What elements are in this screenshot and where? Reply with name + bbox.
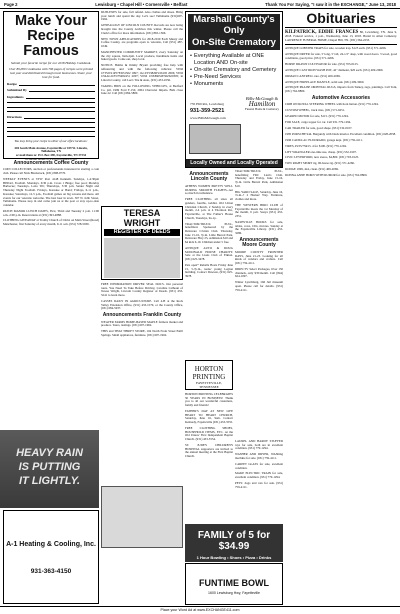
page-number: Page 2: [4, 1, 18, 7]
announcement: WEAVER FARMS HOME-BASED MAPLE farmers market and produce. Tours, tastings. (931) 607-1962.: [101, 319, 183, 328]
cookbook-recipe-form: [3, 11, 99, 159]
cookbook-title-2: Recipe Famous: [23, 28, 79, 59]
announcement: ANTIQUE CAST IRON WASH POT, 42" diameter, $20 each. (931) 409-2069.: [285, 67, 384, 72]
announcement: MANCHESTER COMMUNITY MARKET, every Saturday on the city square, 9am-2pm. Local produce, handmade items and baked goods. Come out, shop local.: [101, 49, 183, 62]
a1-name: A-1 Heating & Cooling, Inc.: [6, 541, 96, 548]
header-tagline: Thank You For Saying, "I saw it in the EXCHANGE," June 13, 2018: [265, 1, 396, 7]
announcement: ST. JUDE'S CHILDREN'S HOSPITAL supporters are invited to the annual meeting at the First Baptist Church.: [185, 443, 233, 459]
bills-mcgaugh-logo: Bills-McGaugh & Hamilton Funeral Home & Crematory: [245, 96, 279, 111]
funtime-address: 1600 Lewisburg Hwy, Fayetteville: [208, 591, 260, 595]
marshall-services: [190, 53, 280, 89]
teresa-name-1: TERESA: [123, 208, 161, 218]
announcement: PETS: dogs and cats for sale. (931) 759-4111.: [235, 481, 283, 489]
announcement: CRIB ON ROYAL STEERING WHEEL with horn button. (931) 779-1294.: [285, 102, 379, 107]
teresa-name-2: WRIGHT: [123, 217, 161, 228]
moore-more: [235, 440, 283, 492]
horton-printing-ad: [185, 360, 233, 390]
submitted-by-field[interactable]: Submitted By: [7, 88, 95, 92]
teresa-photo: [104, 238, 180, 278]
obituaries-heading: Obituaries: [285, 11, 397, 28]
horton-name: HORTON PRINTING: [192, 365, 226, 381]
marshall-address: 735 Hill Rd., Lewisburg: [190, 102, 225, 106]
cookbook-sub-2: Over 89,000 Cookbooks with 796 pages of recipes were printed last year and distributed through local businesses. Share your love for food.: [9, 67, 93, 79]
moore-county-heading: Announcements Moore County: [239, 237, 279, 249]
announcement: FREE CLOTHING all sizes all genders, fourths, toddler. Old Union Christian Church, 2 Sunday in every month, 2-4 p.m. at 4 Thornton Rd., Fayetteville, at The Father's House Church, Tuesdays, 9a-1p.: [185, 197, 233, 220]
marshall-service: • Pre-Need Services: [190, 74, 280, 81]
heavy-rain-line-1: HEAVY RAIN: [16, 447, 83, 459]
announcement: ORMAN CANTRELL rare. (931) 409-2069.: [285, 73, 341, 78]
announcement: ANTIQUE FIREPLACE MANTLE, solid oak. (931) 209-3060.: [285, 79, 365, 84]
cookbook-note: You may bring your recipe to either of our office locations:: [14, 138, 88, 143]
a1-phone: 931-363-4150: [30, 568, 72, 575]
horton-sub: FAYETTEVILLE, TENNESSEE: [196, 381, 222, 389]
teresa-wright-ad-wrap: [101, 206, 183, 340]
announcement: ANTIQUE PRAISE ORIENTAL RUGS, imports from Turkey, rugs, paintings. Call Tom, (931) 762-8800.: [285, 85, 397, 94]
marshall-title-1: Marshall County's Only: [188, 14, 280, 37]
announcement: Pets open* Rebells Hosts Friday June 15, 5-7p.m., teens/ young Legion building. Contact Dawson, (931) 625-3978.: [185, 262, 233, 279]
page-header: [0, 0, 400, 9]
announcement: TRACTOR/TRUCK PULL, benefitting FRC Lion's Club. Thursday and Friday, June 15-16, 7p.m. Little Barrett Park, Admission $10.: [235, 169, 283, 188]
announcement: GEARED MOTOR for sale, $115. (931) 779-1294.: [285, 114, 349, 119]
bowling-graphic: [101, 486, 183, 548]
announcement: BIG YARD SALE, Saturday, June 16, 7a.m.-? 2 Homes' Way. Furniture, clothes and more.: [235, 189, 283, 202]
column-1: [3, 11, 99, 229]
family-details: 1 Hour Bowling • Shoes • Pizza • Drinks: [196, 555, 272, 560]
announcement: MOORE COUNTY FRONTIER DAYS, June 21-23. Looking for all kinds of vendors and crafters. Call (931) 759-4111.: [235, 249, 283, 265]
announcement: TRACTOR/TRUCK PULL, benefitted. Sponsored by the Delaware Civitan Club. Thursday, June 15-16, 7p.m. Little Barrett Park, Delaware Hwy 25, Admission $10 and $4 kids 6-10. Children under 5 free.: [185, 221, 233, 245]
announcement: FOR SALE, cargo topper for car. Call 931-779-1294.: [285, 120, 352, 125]
family-price: FAMILY of 5 for $34.99: [197, 530, 271, 552]
heavy-rain-line-2: IS PUTTING: [18, 461, 81, 473]
cookbook-address-1: 404 South Main Avenue, Fayetteville or 109 W. Lincoln, Tullahoma, TN: [14, 145, 88, 154]
marshall-county-ad: [185, 11, 283, 168]
announcement: NOTICE. Bubba & Jimmy Bryant providing free help with refinancing and with the following vehicles: VIN# 1FTSW21P57ED31502 1997; 1G1ZT53826F226195 2006; VIN# 1N4AL21E57N482451 2007; VIN# 1NXBR32E36Z620305; in Lincoln County, call Lee's Tire & Auto, (931) 433-4556.: [101, 63, 183, 82]
cookbook-title-1: Make Your: [15, 13, 87, 29]
funtime-bowl-ad: [185, 563, 283, 605]
header-towns: Lewisburg • Chapel Hill • Cornersville • Belfast: [95, 1, 188, 7]
announcement: PATCH MANOR LUNCH DATES, First, Third and Tuesday 2 p.m. 11:00 a.m.-2:00 p.m. Reservations at (931) 393-4888.: [3, 208, 99, 217]
page-footer: Place your Word Ad at www.EXCHANGE411.com: [0, 606, 400, 614]
announcement: NEW TOWN APPLICATIONS for 2018-2019 Each Maury and Coffee County, are programs open to veterans, Call (931) 487-1049.: [101, 36, 183, 48]
a1-heating-ad: [3, 510, 99, 604]
announcement: ANTIQUE LOBSTER TRAPS for sale, wooden trap. $125 each. (931) 571-4266.: [285, 46, 387, 51]
funtime-name: FUNTIME BOWL: [199, 578, 269, 588]
announcement: DUPLEXES for sale, full refund. Also clothes and shoes. Bring your lunch and spend the day. Let's see! Tullahoma (931)607-1962.: [101, 10, 183, 22]
announcement: CAR TRAILER for sale, good shape. (931) 532-0107.: [285, 126, 353, 131]
lincoln-more: [185, 393, 233, 461]
announcement: HORSE DRAWN CULTIVATOR for sale. (931) 703-0125.: [285, 61, 359, 66]
teresa-wright-ad: [101, 206, 183, 280]
coffee-county-heading: Announcements Coffee County: [13, 160, 89, 166]
marshall-service: • Everything Available at ONE Location AND On-site: [190, 53, 280, 67]
marshall-phone: 931-359-2521: [190, 108, 225, 114]
announcement: LAUREL AND HARDY STUFFED toys for sale, both are in excellent condition. (931) 779-1294.: [235, 439, 283, 451]
announcement: DONNA ANNE HORN WITH RUMOR for sale. (931) 762-8800.: [285, 173, 368, 178]
announcement: WEEKLY EVENTS at VFW Post 4148 Kenneth. Sundays, 1-4:30pm BINGO, Football. Mondays, 6:30 p.m. Cross 1 Bingo; free pool; Monday Barbecue; Tuesdays, Lotto Tilt; Thursdays, 5:30 p.m. Senior Night and Thursday Night Football. Fridays, Karaoke or Band; Fridays, 6-11 p.m., Karaoke; Saturdays, 12-5 p.m., Football games on big screens and more. All events for our veterans welcome. The best beer in town. 307 N. Jobb Street, Tullahoma. Please stop in and come join us at the post or stay up-to-date calendar.: [3, 177, 99, 207]
announcement: ANTIQUE AUTO & DOUG McDONALD HOUSE CHARITY. Sale at the Lions Club of Elkton. (931) 625-3478.: [185, 245, 233, 262]
directions-field[interactable]: Directions: [7, 115, 95, 119]
announcement: TOW RIGHT SPORT rig, 90-horse rig. (931) 571-4266.: [285, 161, 355, 166]
heavy-rain-line-3: IT LIGHTLY.: [18, 475, 81, 487]
heavy-rain-ad: [0, 430, 99, 508]
marshall-service: • Monuments: [190, 81, 280, 88]
announcement: DODGE 1999, 4x4, clean. (931) 409-2069.: [285, 167, 339, 172]
announcement: CARPET GLASS for sale, excellent condition.: [235, 461, 283, 470]
cookbook-sub-1: Submit your favorite recipe for our 2018 Holiday Cookbook.: [11, 61, 91, 65]
cookbook-address-2: or mail them to: P.O. Box 490, Fayetteville, TN 37334: [15, 152, 87, 157]
announcement: DIRECTV Select Packages, Over 150 channels, only $35/month. Call (844) 624-1097.: [235, 266, 283, 279]
teresa-role: REGISTER OF DEEDS: [104, 229, 180, 236]
announcement: 1985 PORSCHE 944. Burgundy with black interior. Excellent condition. (931) 628-2058.: [285, 131, 396, 136]
announcement: COIN COLLECTORS, auction or professionals interested in starting a coin club. Please call Nick Blackstock, (931) 808-0770.: [3, 167, 99, 176]
column-3: [185, 11, 283, 294]
announcement: MAKE ELECTRIC TRAIN for sale, excellent condition. (931) 779-1294.: [235, 471, 283, 480]
obituary-text: 80, Lewisburg, TN. June 9, 2018. Funeral service, 1 p.m., Wednesday, June 13, 2018. Burial in Allen Cemetery. LAWRENCE FUNERAL HOME, Chapel Hill, TN. (931) 364-2233.: [285, 30, 397, 42]
cookbook-email: or submit online at www.recipenews.com: [25, 156, 77, 161]
announcement: TAKING BIDS on the FOLLOWING VEHICLES, at Bedford Co. jail, 1999 Ford F-150, 2004 Chevrolet Impala. Bids close June 22. Call (931) 684-5800.: [101, 83, 183, 96]
franklin-county-heading: Announcements Franklin County: [102, 312, 182, 319]
announcement: CASSES DAILY IN AGRICULTURE. Call 4-H at the Rock Valley Extension Office, (931) 433-1579, or the County Office, (931) 684-5937.: [101, 299, 183, 311]
announcement: ANTIQUE DRYER for sale, 5' long, 5' tall, 24-1/2" deep, with wood doors. 3 wood, good conditions, good price. (931) 571-4266.: [285, 52, 397, 60]
announcement: CUSTOM WHEEL, truck tires, (931) 571-6251.: [285, 108, 346, 113]
marshall-website: www.BillsMcGaugh.com: [190, 116, 226, 120]
announcement: 1996 CADILLAC ELDORADO, garage kept. (931) 759-4111.: [285, 137, 363, 142]
marshall-bottom-banner: Locally Owned and Locally Operated: [186, 159, 282, 167]
announcement: FREE INFORMATION DRIVER SEAL DOCS. Our personal tours. You Need To Take Before Driving. Caroline Calhoun of Teresa Wright, Lincoln County Register of Deeds. (931) 433-5241 to learn more.: [101, 282, 183, 298]
announcement: CIVIC LEVERFORD, new stereo, $4,800. (931) 703-0125.: [285, 155, 359, 160]
obituary: [285, 30, 397, 42]
announcement: WASHER AND DRYER, WAShing machine for sale. (931) 759-4111.: [235, 452, 283, 460]
announcement: CLOTHING GIVEAWAY at Tranby Church of Christ on Main Street (Road) Manchester, first Saturday of every month, 9-11 a.m. (931) 728-5930.: [3, 218, 99, 227]
automotive-heading: Automotive Accessories: [311, 95, 371, 102]
lincoln-county-heading: Announcements Lincoln County: [189, 171, 229, 183]
ingredients-field[interactable]: Ingredients: [7, 95, 95, 99]
announcement: TIRES, P235/75R15. 4 for $100. (931) 779-1294.: [285, 143, 347, 148]
announcement: HORTON PRINTING CELEBRATES 50 YEARS IN BUSINESS! Thank you to all our wonderful customers, family and friends!: [185, 392, 233, 408]
recipe-field[interactable]: Recipe: [7, 82, 95, 86]
column-2: [101, 11, 183, 98]
announcement: FREE CLOTHING SHOES, HOUSEHOLD ITEMS, ETC. At the Old Union/ First Independent Baptist Church. (931) 433-5554.: [185, 426, 233, 442]
announcement: GENEALOGY OF LINCOLN COUNTY. Records are now being brought into the County Archives this winter. Please call the Clerk's office for more information. (931) 865-1566.: [101, 23, 183, 35]
column-4: [285, 11, 397, 180]
announcement: NASHVILLE BOOKS for sale, tables, rows, CDs, movies. Sunday at the Fayetteville Library. (931) 433-3286.: [235, 220, 283, 236]
funeral-home-photo: [189, 124, 241, 154]
announcement: THE WESTERN BIRD CLUB of Fayetteville meets the 1st Monday of the month, 6 p.m. Sonya (931) 433-2351.: [235, 203, 283, 219]
marshall-service: • On-site Crematory and Cemetery: [190, 67, 280, 74]
announcement: LIFT WRANGLER one-time use, cheap. (931) 532-0107.: [285, 149, 357, 154]
obituary-name: KILPATRICK, EDDIE FRANCES: [285, 30, 359, 35]
announcement: THIS and THAT THRIFT STORE, 104 North Front Street Estill Springs. Small appliances, furniture. (931) 607-1962.: [101, 329, 183, 337]
announcement: ATHENS WOMEN PRETTY WELL DURING SMOOTH FLIGHTS...not so much in turbulence.: [185, 183, 233, 196]
announcement: Winter Lynchburg, Old Jail museum open. Please call for details. (931) 759-4111.: [235, 280, 283, 292]
announcement: FATHER'S DAY AT NEW LIFE HEART TO HEART CHURCH, Saturday, June 16, 9am. Contact Kennedy, Fayetteville (931) 433-3555.: [185, 409, 233, 425]
marshall-title-2: On-Site Crematory: [188, 37, 280, 50]
family-bowling-ad: [185, 524, 283, 562]
